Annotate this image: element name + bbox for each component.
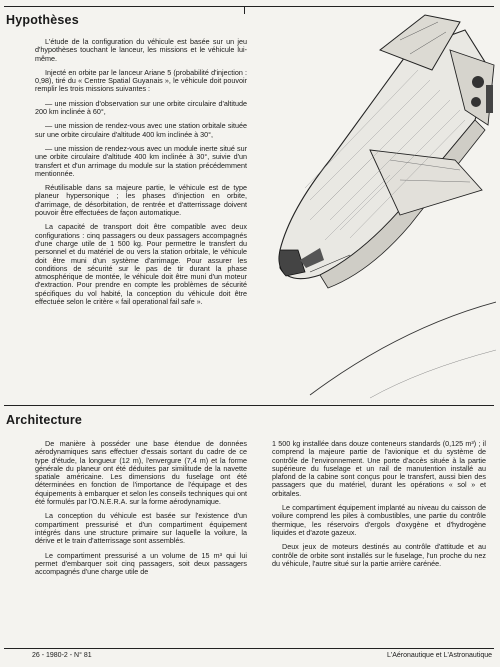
list-item: — une mission d'observation sur une orbite circulaire d'altitude 200 km inclinée à 60°, <box>35 98 247 117</box>
footer-journal-title: L'Aéronautique et L'Astronautique <box>386 652 492 659</box>
spaceplane-illustration <box>250 10 496 400</box>
paragraph: De manière à posséder une base étendue de données aérodynamiques sans effectuer d'essais sortant du cadre de ce type d'étude, la longueur (12 m), l'envergure (7,4 m) et la forme générale du planeur ont été déduites par similitude de la navette spatiale américaine. Les dimensions du fuselage ont été déterminées en fonction de l'importance de l'équipage et des équipements à embarquer et selon les conseils techniques qui ont été formulés par l'O.N.E.R.A. sur la forme aérodynamique. <box>35 439 247 507</box>
paragraph: Le compartiment équipement implanté au niveau du caisson de voilure comprend les piles à combustibles, une partie du contrôle thermique, les réservoirs d'ergols d'oxygène et d'hydrogène liquides et d'azote gazeux. <box>272 503 486 537</box>
list-item: — une mission de rendez-vous avec un module inerte situé sur une orbite circulaire d'altitude 400 km inclinée à 30°, suivie d'un transfert et d'un arrimage du module sur la station précédemment mentionnée. <box>35 143 247 178</box>
paragraph: 1 500 kg installée dans douze conteneurs standards (0,125 m³) ; il comprend la majeure partie de l'avionique et du système de contrôle de l'environnement. Une porte d'accès située à la partie supérieure du fuselage et un rail de manutention installé au plafond de la cabine sont conçus pour le transfert, aussi bien des passagers que du matériel, durant les opérations « sol » et orbitales. <box>272 439 486 498</box>
section-heading-hypotheses: Hypothèses <box>6 13 79 27</box>
hypotheses-text <box>35 38 247 312</box>
paragraph: Deux jeux de moteurs destinés au contrôle d'attitude et au contrôle de orbite sont installés sur le fuselage, l'un proche du nez du véhicule, l'autre situé sur la partie arrière carénée. <box>272 542 486 568</box>
paragraph: L'étude de la configuration du véhicule est basée sur un jeu d'hypothèses touchant le lanceur, les missions et le véhicule lui-même. <box>35 37 247 63</box>
paragraph: Le compartiment pressurisé a un volume de 15 m³ qui lui permet d'embarquer soit cinq passagers, soit deux passagers accompagnés d'une charge utile de <box>35 550 247 577</box>
architecture-left-column <box>35 440 247 582</box>
list-item: — une mission de rendez-vous avec une station orbitale située sur une orbite circulaire d'altitude 400 km inclinée à 30°, <box>35 121 247 139</box>
section-heading-architecture: Architecture <box>6 413 83 427</box>
footer-page-info: 26 - 1980-2 - N° 81 <box>32 652 92 659</box>
section-rule <box>4 405 494 406</box>
paragraph: Injecté en orbite par le lanceur Ariane 5 (probabilité d'injection : 0,98), tiré du « Centre Spatial Guyanais », le véhicule doit pouvoir remplir les trois missions suivantes : <box>35 67 247 94</box>
paragraph: La capacité de transport doit être compatible avec deux configurations : cinq passagers ou deux passagers accompagnés d'une charge utile de 1 500 kg. Pour permettre le transfert du personnel et du matériel de ou vers la station orbitale, le véhicule doit être muni d'un système d'arrimage. Pour assurer les conditions de sécurité sur le pas de tir durant la phase atmosphérique de montée, le véhicule doit être muni d'un moteur d'extraction. Pour prendre en compte les problèmes de sécurité spécifiques du vol habité, la conception du véhicule doit être effectuée selon le critère « fail operational fail safe ». <box>35 222 247 307</box>
architecture-right-column <box>272 440 486 574</box>
top-rule <box>4 6 494 7</box>
paragraph: Réutilisable dans sa majeure partie, le véhicule est de type planeur hypersonique ; les phases d'injection en orbite, d'arrimage, de désorbitation, de rentrée et d'atterrissage doivent pouvoir être effectuées de façon automatique. <box>35 183 247 218</box>
footer-rule <box>4 648 494 649</box>
top-tick <box>244 6 245 14</box>
paragraph: La conception du véhicule est basée sur l'existence d'un compartiment pressurisé et d'un compartiment équipement intégrés dans une structure primaire sur laquelle la voilure, la dérive et le train d'atterrissage sont assemblés. <box>35 511 247 546</box>
